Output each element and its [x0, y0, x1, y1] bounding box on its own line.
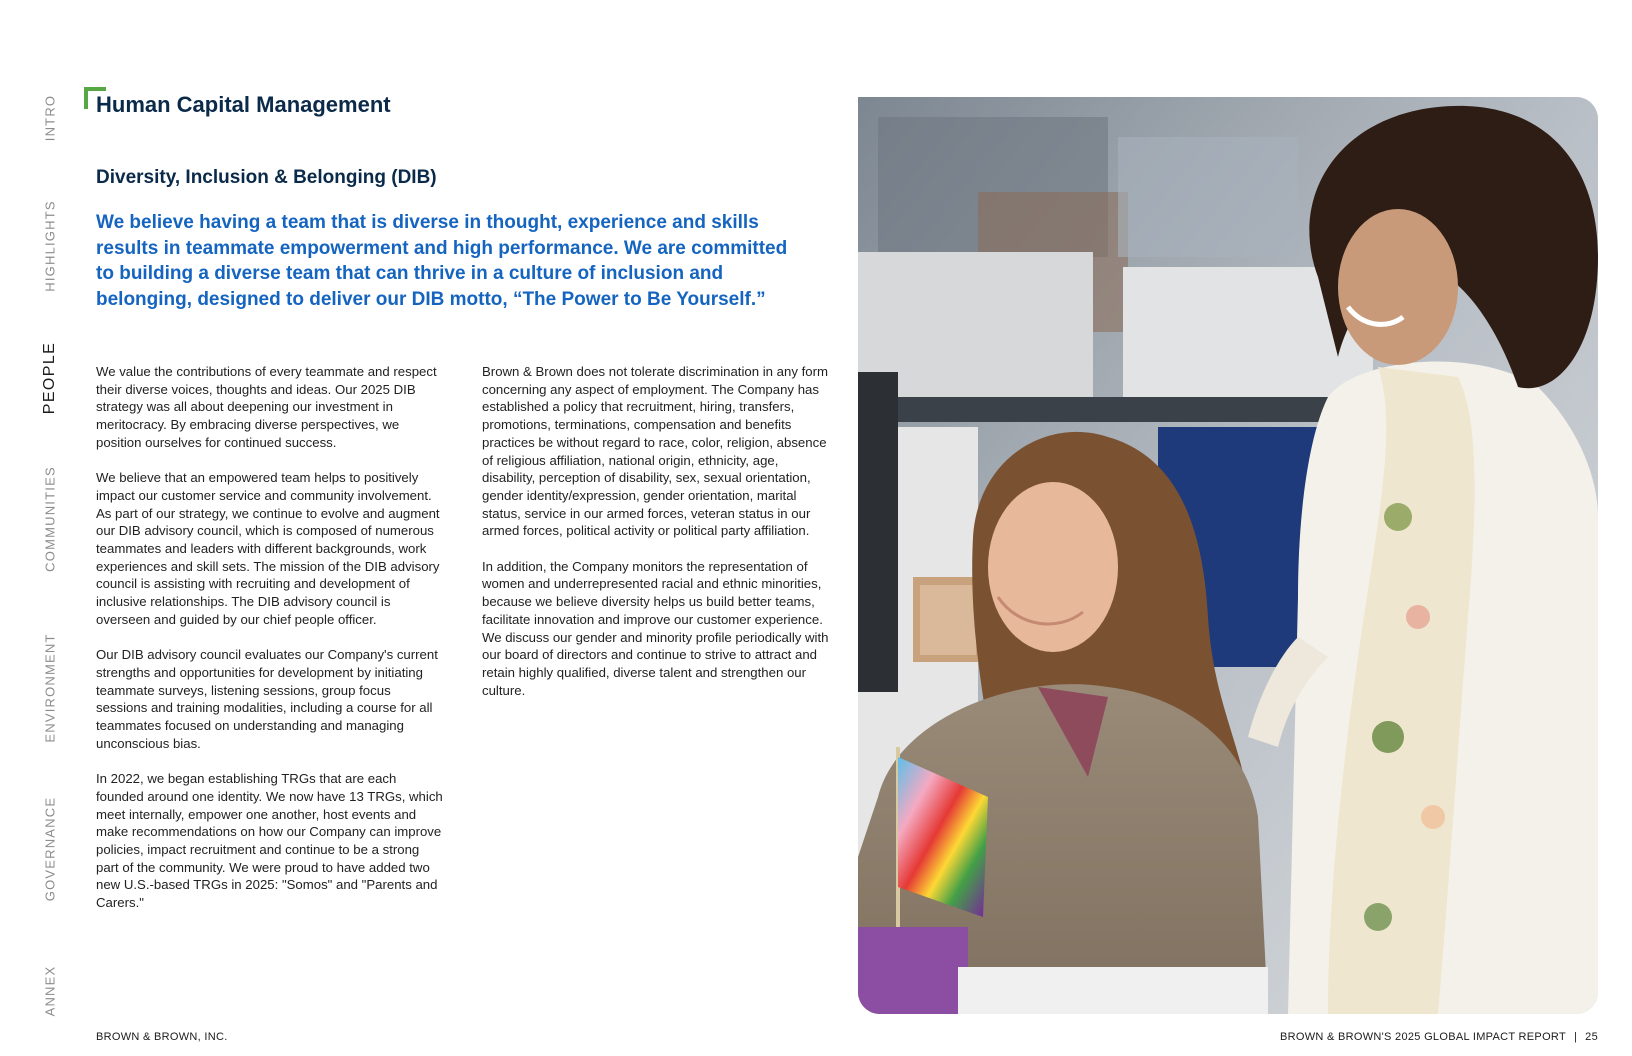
body-paragraph: Brown & Brown does not tolerate discrimination in any form concerning any aspect of employment. The Company has established a policy that recruitment, hiring, transfers, promotions, terminations, compensation and benefits practices be without regard to race, color, religion, absence of religious affiliation, national origin, ethnicity, age, disability, perception of disability, sex, sexual orientation, gender identity/expression, gender orientation, marital status, service in our armed forces, veteran status in our armed forces, political activity or political party affiliation. — [482, 364, 828, 539]
nav-item-intro[interactable]: INTRO — [42, 94, 58, 142]
nav-item-people[interactable]: PEOPLE — [41, 341, 58, 415]
side-navigation — [0, 0, 80, 1056]
office-photo — [858, 97, 1598, 1014]
intro-statement: We believe having a team that is diverse in thought, experience and skills results in teammate empowerment and high performance. We are committed to building a diverse team that can thrive in a culture of inclusion and belonging, designed to deliver our DIB motto, “The Power to Be Yourself.” — [96, 212, 788, 310]
nav-item-annex[interactable]: ANNEX — [42, 965, 58, 1017]
footer-report-title: BROWN & BROWN'S 2025 GLOBAL IMPACT REPORT — [1279, 1031, 1566, 1043]
body-column-right — [482, 363, 830, 717]
body-column-left — [96, 363, 444, 929]
nav-item-environment[interactable]: ENVIRONMENT — [42, 633, 58, 743]
page-number: 25 — [1585, 1031, 1598, 1043]
body-paragraph: In 2022, we began establishing TRGs that are each founded around one identity. We now have 13 TRGs, which meet internally, empower one another, host events and make recommendations on how our Company can improve policies, impact recruitment and continue to be a strong part of the community. We were proud to have added two new U.S.-based TRGs in 2025: "Somos" and "Parents and Carers." — [96, 771, 443, 911]
nav-item-communities[interactable]: COMMUNITIES — [42, 466, 58, 572]
footer-report-info — [1280, 1031, 1598, 1043]
nav-item-governance[interactable]: GOVERNANCE — [42, 796, 58, 902]
body-paragraph: Our DIB advisory council evaluates our Company's current strengths and opportunities for development by initiating teammate surveys, listening sessions, group focus sessions and training modalities, including a course for all teammates focused on understanding and managing unconscious bias. — [96, 647, 438, 751]
page-title: Human Capital Management — [96, 92, 391, 117]
body-paragraph: We believe that an empowered team helps to positively impact our customer service and community involvement. As part of our strategy, we continue to evolve and augment our DIB advisory council, which is composed of numerous teammates and leaders with different backgrounds, work experiences and skill sets. The mission of the DIB advisory council is assisting with recruiting and development of inclusive relationships. The DIB advisory council is overseen and guided by our chief people officer. — [96, 470, 440, 627]
section-title: Diversity, Inclusion & Belonging (DIB) — [96, 167, 437, 188]
nav-item-highlights[interactable]: HIGHLIGHTS — [42, 200, 58, 292]
body-paragraph: In addition, the Company monitors the representation of women and underrepresented racial and ethnic minorities, because we believe diversity helps us build better teams, facilitate innovation and improve our customer experience. We discuss our gender and minority profile periodically with our board of directors and continue to strive to attract and retain highly qualified, diverse talent and strengthen our culture. — [482, 558, 829, 698]
footer-company-name: BROWN & BROWN, INC. — [96, 1031, 228, 1043]
footer-separator: | — [1573, 1031, 1578, 1043]
body-paragraph: We value the contributions of every teammate and respect their diverse voices, thoughts and ideas. Our 2025 DIB strategy was all about deepening our investment in meritocracy. By embracing diverse perspectives, we position ourselves for continued success. — [96, 364, 437, 450]
